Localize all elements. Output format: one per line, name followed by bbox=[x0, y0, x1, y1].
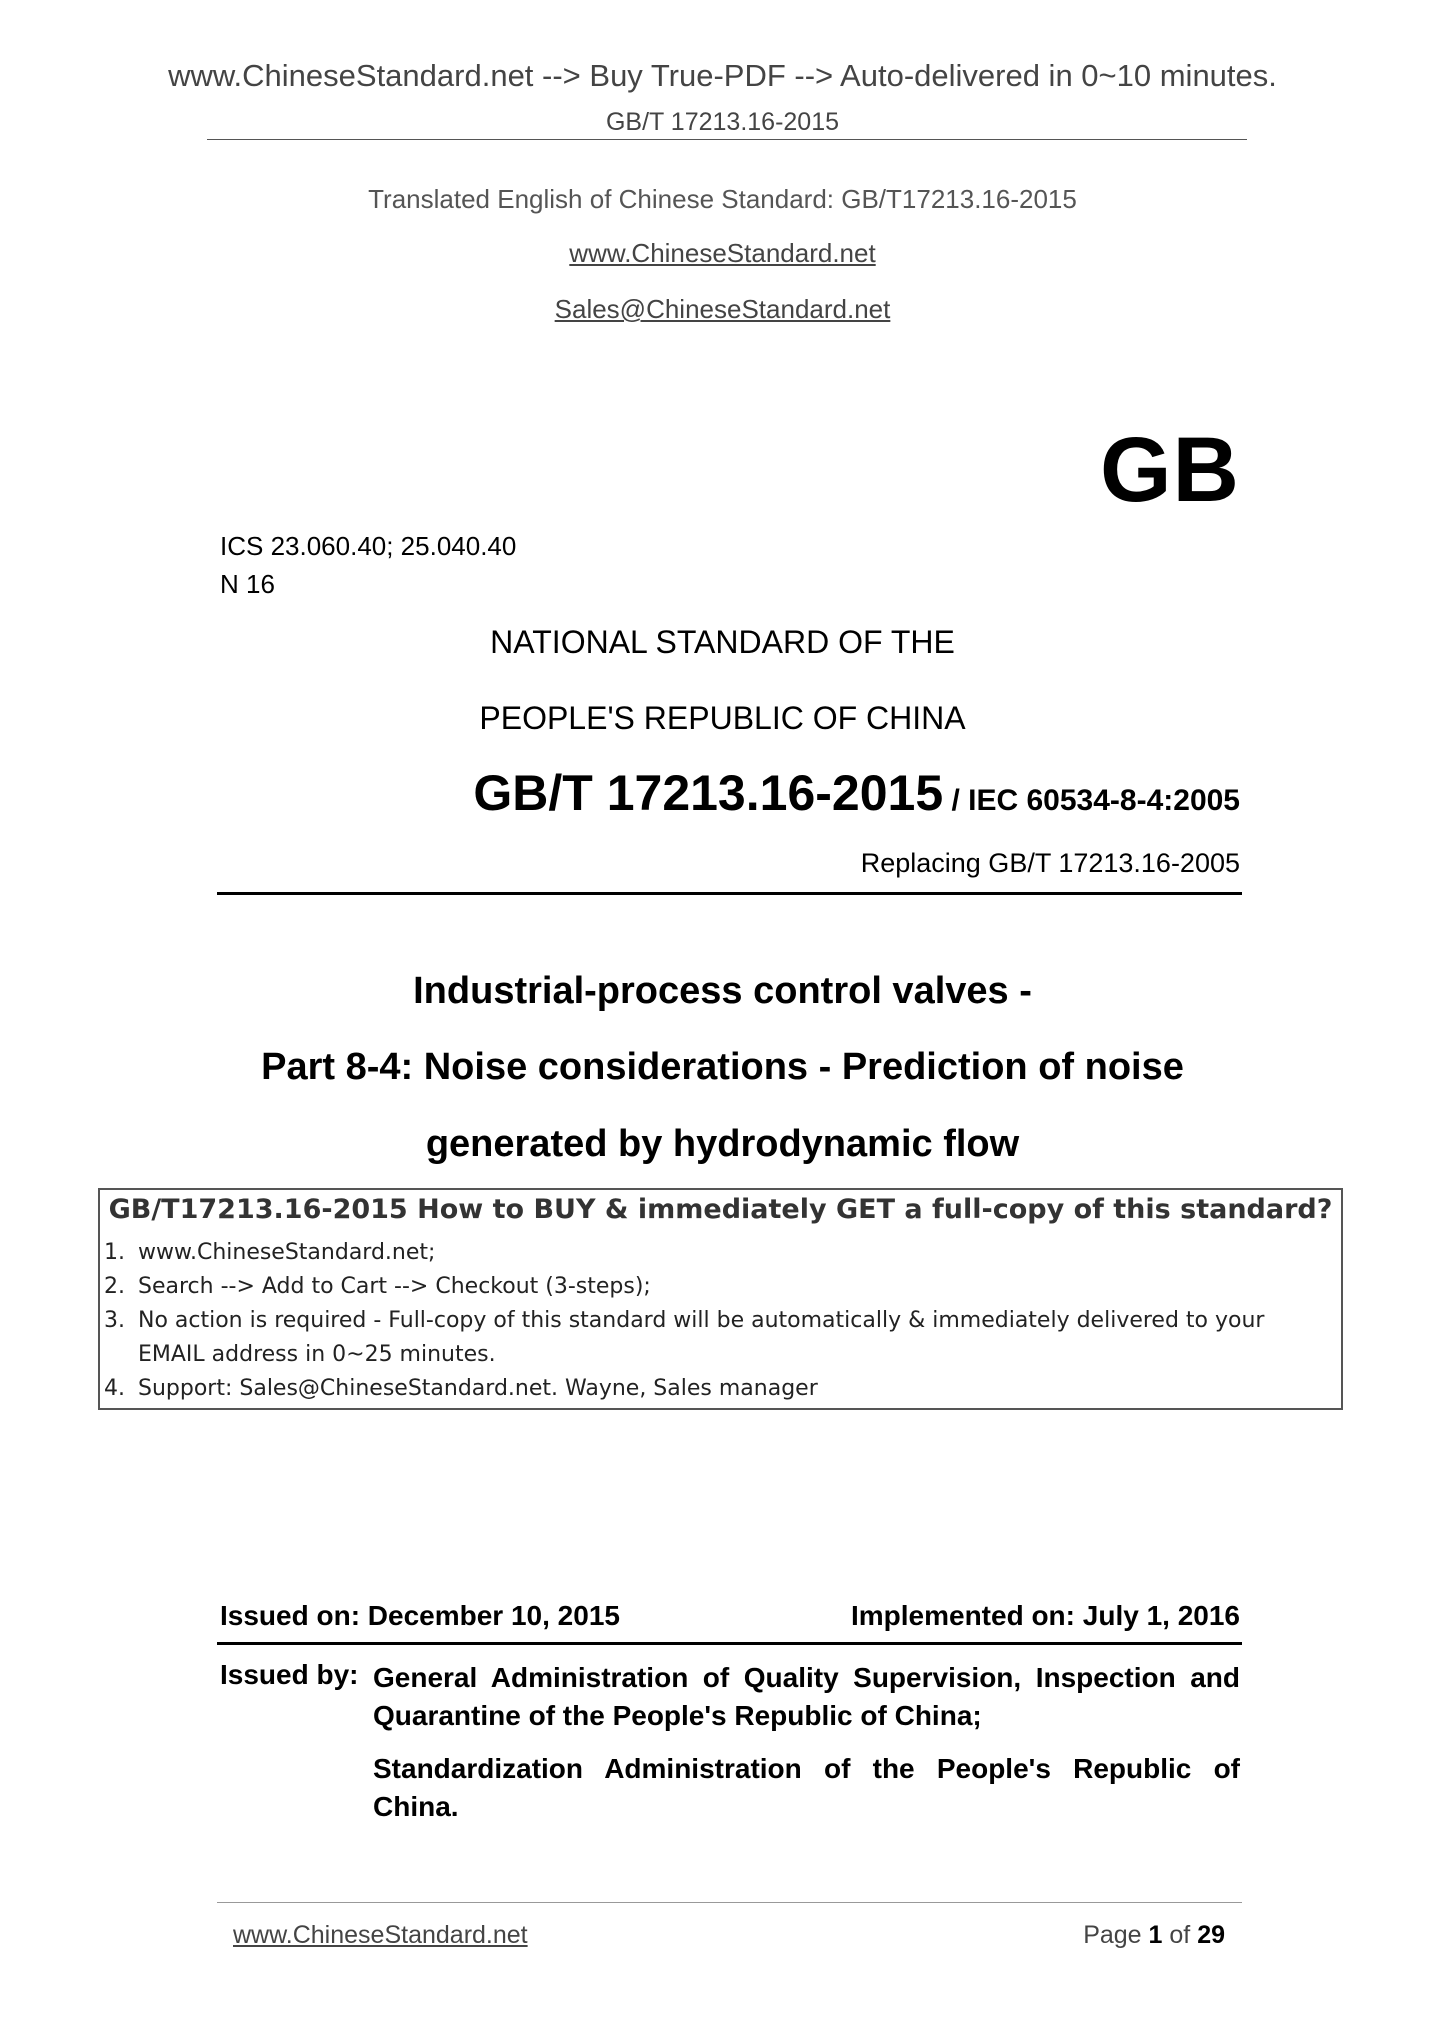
national-standard-line-2: PEOPLE'S REPUBLIC OF CHINA bbox=[479, 700, 966, 736]
buy-steps-list bbox=[104, 1236, 1334, 1406]
buy-step-text: Support: Sales@ChineseStandard.net. Wayne, Sales manager bbox=[138, 1376, 818, 1401]
site-link[interactable]: www.ChineseStandard.net bbox=[569, 238, 876, 268]
buy-step-text: www.ChineseStandard.net; bbox=[138, 1240, 436, 1265]
footer-divider bbox=[217, 1902, 1242, 1903]
page-of: of bbox=[1162, 1921, 1198, 1949]
document-title-line-3: generated by hydrodynamic flow bbox=[425, 1123, 1020, 1165]
issuer-aqsiq: General Administration of Quality Supervision, Inspection and Quarantine of the People's Republic of China; bbox=[373, 1662, 1240, 1731]
ics-code: ICS 23.060.40; 25.040.40 bbox=[220, 531, 517, 561]
top-banner: www.ChineseStandard.net --> Buy True-PDF --> Auto-delivered in 0~10 minutes. bbox=[168, 58, 1277, 93]
document-title-line-1: Industrial-process control valves - bbox=[413, 970, 1032, 1012]
classification-code: N 16 bbox=[220, 569, 275, 599]
buy-step bbox=[104, 1236, 1334, 1270]
buy-step bbox=[104, 1304, 1334, 1372]
iec-reference: / IEC 60534-8-4:2005 bbox=[943, 784, 1240, 817]
issued-by-label: Issued by: bbox=[220, 1659, 359, 1690]
standard-number-main: GB/T 17213.16-2015 bbox=[473, 765, 944, 821]
translated-title: Translated English of Chinese Standard: GB/T17213.16-2015 bbox=[368, 184, 1077, 214]
buy-step bbox=[104, 1270, 1334, 1304]
standard-number bbox=[200, 764, 1240, 822]
buy-box-heading: GB/T17213.16-2015 How to BUY & immediately GET a full-copy of this standard? bbox=[108, 1194, 1333, 1225]
buy-step-number: 1. bbox=[104, 1240, 125, 1265]
page-prefix: Page bbox=[1083, 1921, 1149, 1949]
issue-divider bbox=[217, 1642, 1242, 1645]
issuer-sac: Standardization Administration of the People's Republic of China. bbox=[373, 1753, 1240, 1822]
header-standard-code: GB/T 17213.16-2015 bbox=[605, 108, 840, 136]
national-standard-line-1: NATIONAL STANDARD OF THE bbox=[490, 624, 955, 660]
title-divider bbox=[217, 892, 1242, 895]
footer-site-link[interactable]: www.ChineseStandard.net bbox=[233, 1921, 528, 1949]
buy-step-number: 2. bbox=[104, 1274, 125, 1299]
gb-logo: GB bbox=[1100, 419, 1240, 521]
buy-step-number: 4. bbox=[104, 1376, 125, 1401]
site-link-row bbox=[0, 238, 1445, 269]
page-indicator bbox=[900, 1921, 1225, 1950]
buy-step-text: Search --> Add to Cart --> Checkout (3-steps); bbox=[138, 1274, 651, 1299]
buy-instructions-box bbox=[98, 1188, 1343, 1410]
buy-step-text: No action is required - Full-copy of this standard will be automatically & immediately delivered to your EMAIL address in 0~25 minutes. bbox=[138, 1308, 1265, 1367]
sales-email-row bbox=[0, 294, 1445, 325]
buy-step bbox=[104, 1372, 1334, 1406]
page-total: 29 bbox=[1197, 1921, 1225, 1949]
sales-email-link[interactable]: Sales@ChineseStandard.net bbox=[554, 294, 891, 324]
issued-on-date: Issued on: December 10, 2015 bbox=[220, 1600, 620, 1631]
document-title-line-2: Part 8-4: Noise considerations - Prediction of noise bbox=[261, 1046, 1184, 1088]
header-divider bbox=[207, 139, 1247, 140]
page-current: 1 bbox=[1148, 1921, 1163, 1949]
implemented-on-date: Implemented on: July 1, 2016 bbox=[850, 1600, 1240, 1631]
replacing-note: Replacing GB/T 17213.16-2005 bbox=[860, 848, 1240, 878]
buy-step-number: 3. bbox=[104, 1308, 125, 1333]
